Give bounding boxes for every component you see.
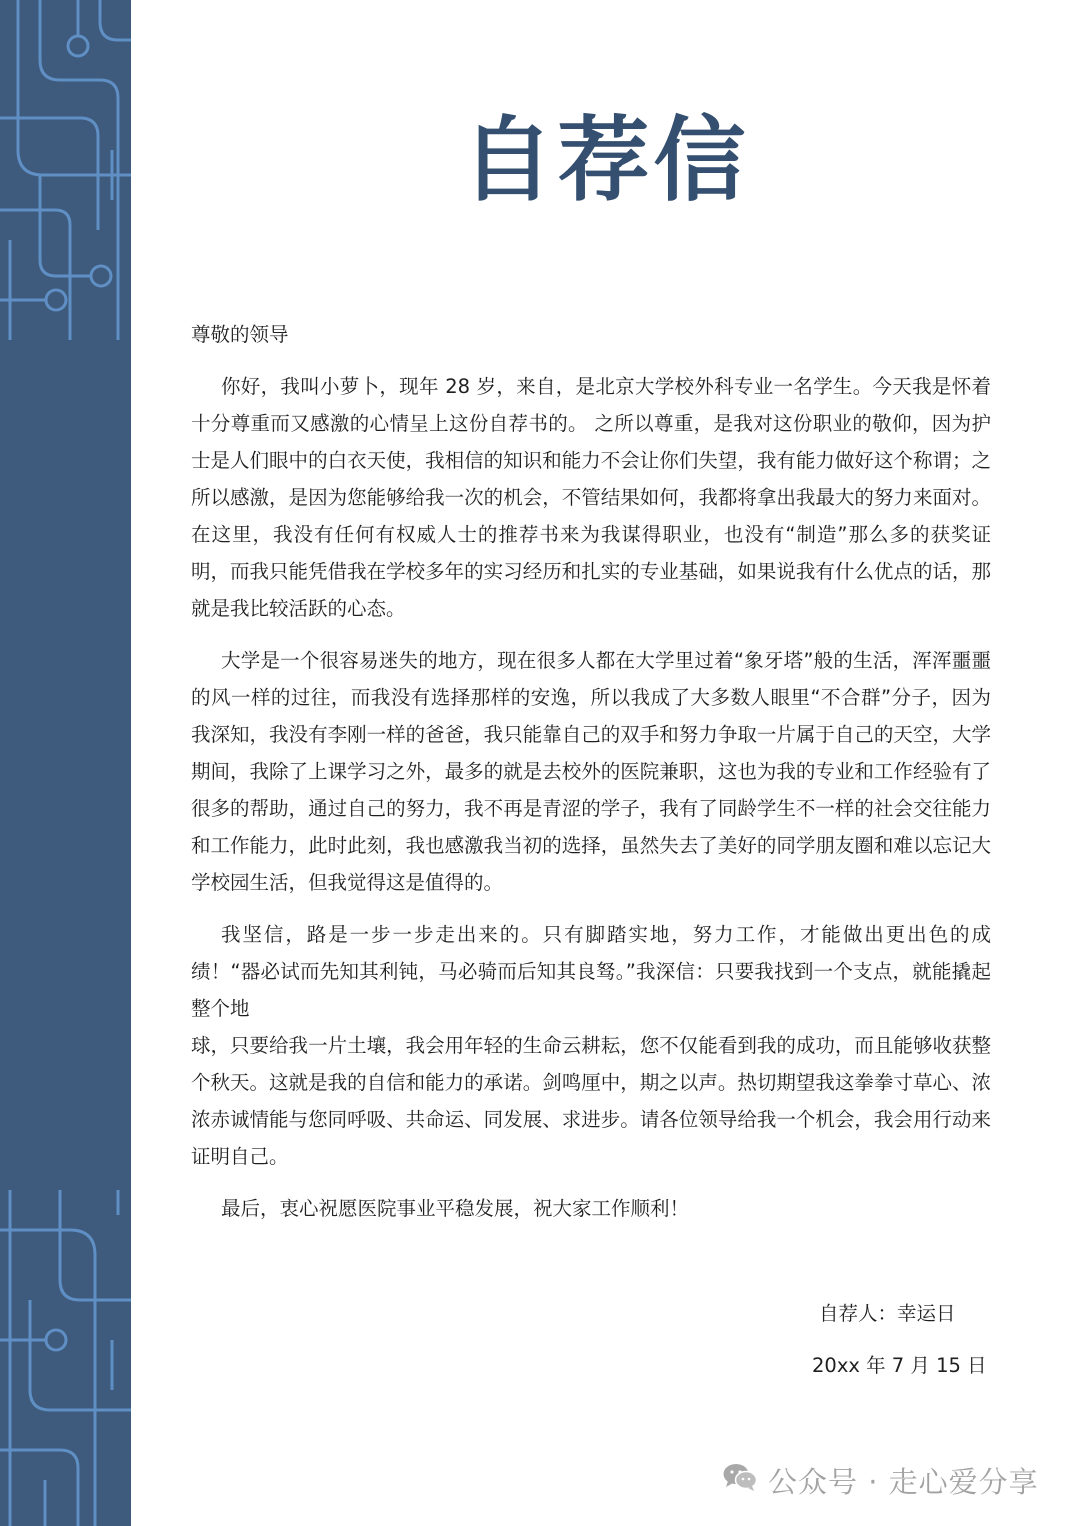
closing-wishes: 最后，衷心祝愿医院事业平稳发展，祝大家工作顺利！: [221, 1197, 690, 1220]
salutation: 尊敬的领导: [191, 323, 289, 346]
circuit-pattern-bottom: [0, 1190, 131, 1526]
watermark-text: 公众号 · 走心爱分享: [768, 1465, 1039, 1499]
paragraph-belief-start: 我坚信，路是一步一步走出来的。只有脚踏实地，努力工作，才能做出更出色的成绩！“器必试而先知其利钝，马必骑而后知其良驽。”我深信：只要我找到一个支点，就能撬起整个地: [191, 923, 991, 1020]
signature-date: 20xx 年 7 月 15 日: [812, 1354, 987, 1377]
wechat-icon: [722, 1462, 758, 1499]
paragraph-intro: 你好，我叫小萝卜，现年 28 岁，来自，是北京大学校外科专业一名学生。今天我是怀着十分尊重而又感激的心情呈上这份自荐书的。 之所以尊重，是我对这份职业的敬仰，因为护士是人们眼中的白衣天使，我相信的知识和能力不会让你们失望，我有能力做好这个称谓；之所以感激，是因为您能够给我一次的机会，不管结果如何，我都将拿出我最大的努力来面对。在这里，我没有任何有权威人士的推荐书来为我谋得职业，也没有“制造”那么多的获奖证明，而我只能凭借我在学校多年的实习经历和扎实的专业基础，如果说我有什么优点的话，那就是我比较活跃的心态。: [191, 375, 991, 620]
letter-body: [191, 316, 991, 1227]
signature-name: 自荐人：幸运日: [819, 1302, 956, 1325]
paragraph-university: 大学是一个很容易迷失的地方，现在很多人都在大学里过着“象牙塔”般的生活，浑浑噩噩的风一样的过往，而我没有选择那样的安逸，所以我成了大多数人眼里“不合群”分子，因为我深知，我没有李刚一样的爸爸，我只能靠自己的双手和努力争取一片属于自己的天空，大学期间，我除了上课学习之外，最多的就是去校外的医院兼职，这也为我的专业和工作经验有了很多的帮助，通过自己的努力，我不再是青涩的学子，我有了同龄学生不一样的社会交往能力和工作能力，此时此刻，我也感激我当初的选择，虽然失去了美好的同学朋友圈和难以忘记大学校园生活，但我觉得这是值得的。: [191, 649, 991, 894]
page-title: 自荐信: [461, 107, 750, 214]
decorative-sidebar: [0, 0, 131, 1526]
paragraph-belief-continued: 球，只要给我一片土壤，我会用年轻的生命云耕耘，您不仅能看到我的成功，而且能够收获整个秋天。这就是我的自信和能力的承诺。剑鸣厘中，期之以声。热切期望我这拳拳寸草心、浓浓赤诚情能与您同呼吸、共命运、同发展、求进步。请各位领导给我一个机会，我会用行动来证明自己。: [191, 1034, 991, 1168]
signature-block: [812, 1288, 1012, 1392]
watermark: [722, 1460, 1039, 1501]
